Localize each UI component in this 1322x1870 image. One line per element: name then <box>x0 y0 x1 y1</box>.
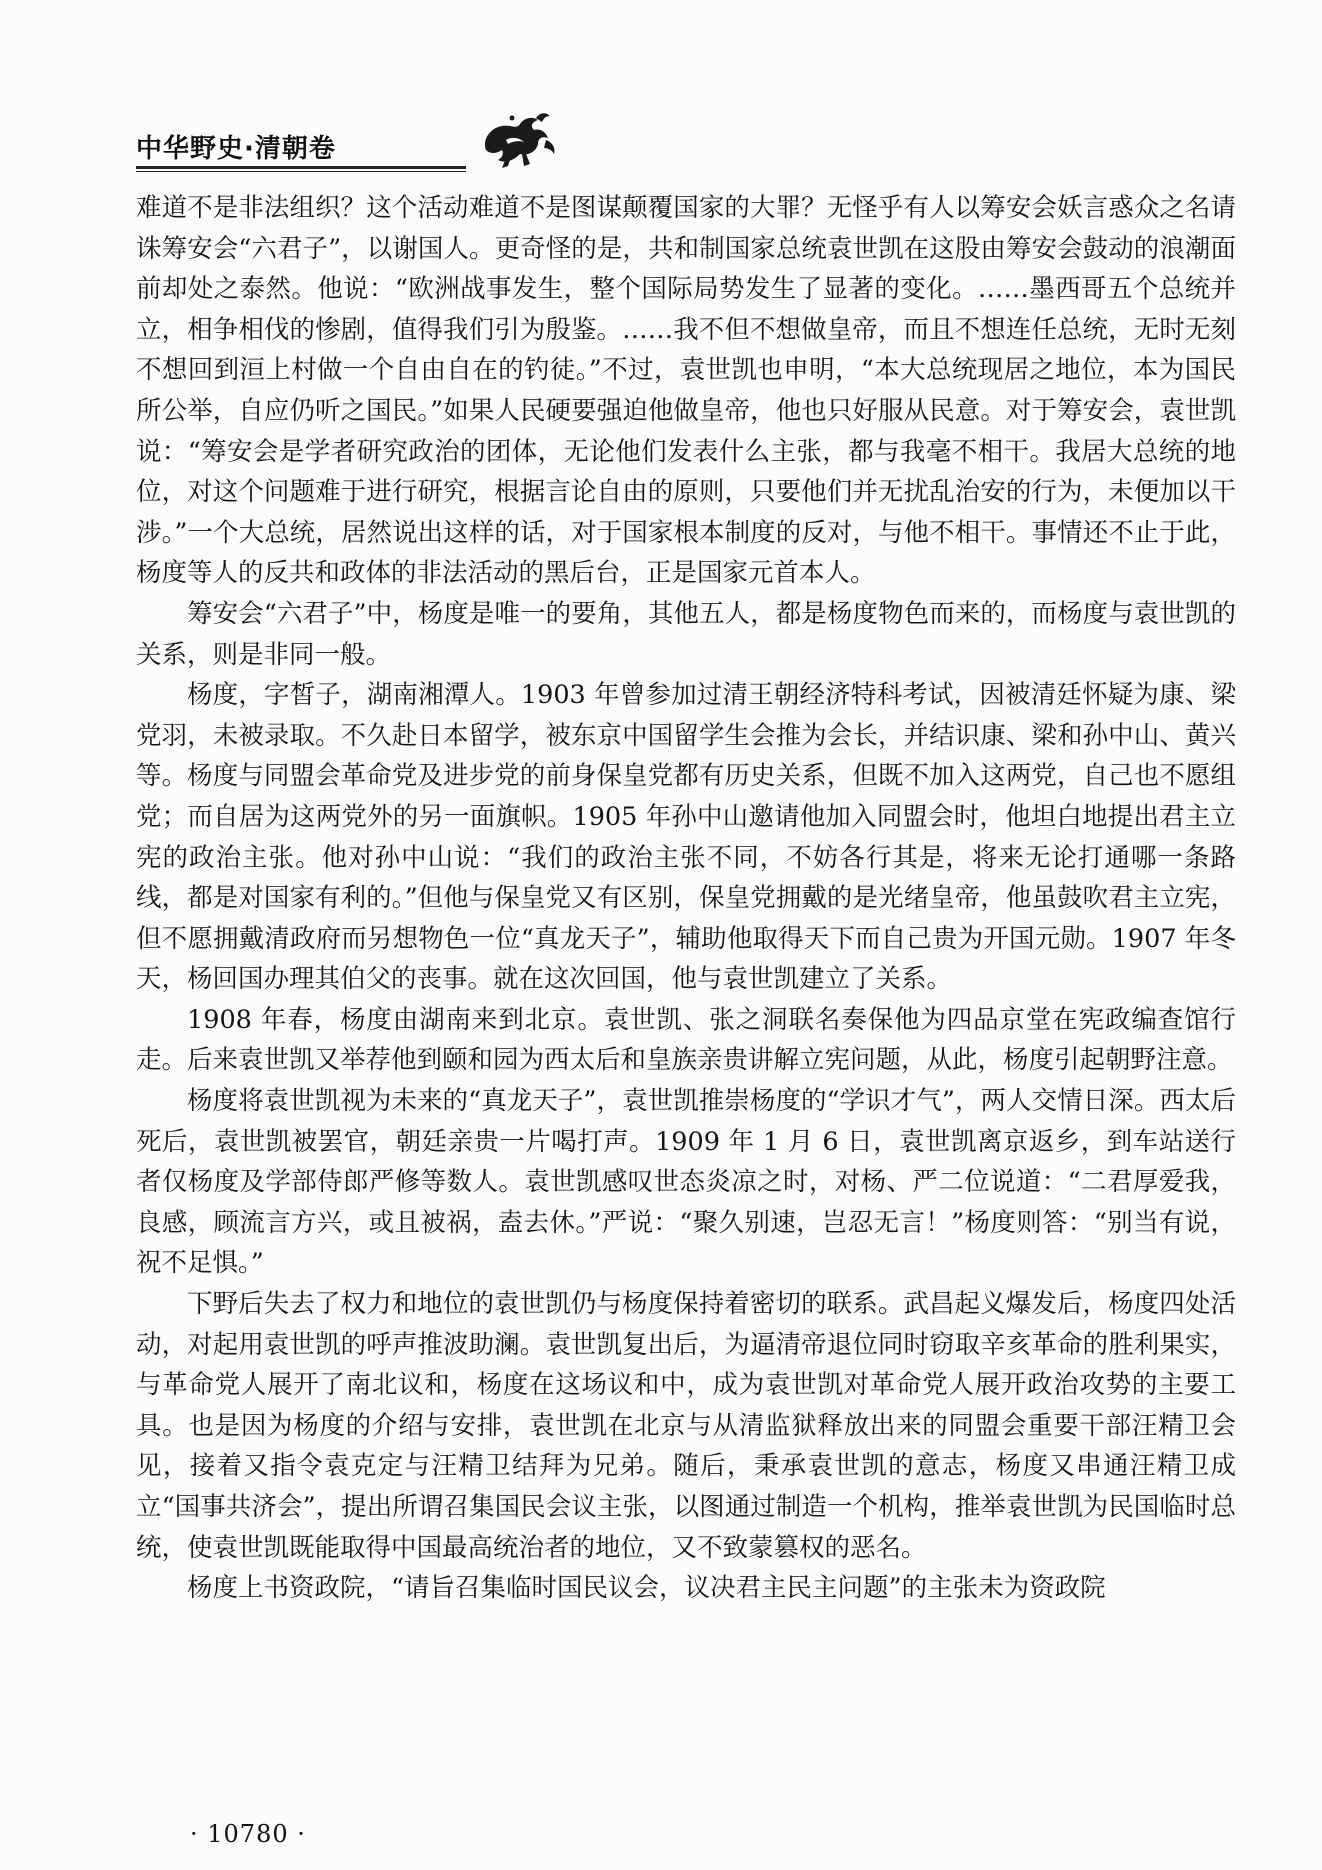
main-text <box>136 188 1236 1609</box>
paragraph: 难道不是非法组织？这个活动难道不是图谋颠覆国家的大罪？无怪乎有人以筹安会妖言惑众之名请诛筹安会“六君子”，以谢国人。更奇怪的是，共和制国家总统袁世凯在这股由筹安会鼓动的浪潮面前却处之泰然。他说：“欧洲战事发生，整个国际局势发生了显著的变化。……墨西哥五个总统并立，相争相伐的惨剧，值得我们引为殷鉴。……我不但不想做皇帝，而且不想连任总统，无时无刻不想回到洹上村做一个自由自在的钓徒。”不过，袁世凯也申明，“本大总统现居之地位，本为国民所公举，自应仍听之国民。”如果人民硬要强迫他做皇帝，他也只好服从民意。对于筹安会，袁世凯说：“筹安会是学者研究政治的团体，无论他们发表什么主张，都与我毫不相干。我居大总统的地位，对这个问题难于进行研究，根据言论自由的原则，只要他们并无扰乱治安的行为，未便加以干涉。”一个大总统，居然说出这样的话，对于国家根本制度的反对，与他不相干。事情还不止于此，杨度等人的反共和政体的非法活动的黑后台，正是国家元首本人。 <box>136 193 1236 589</box>
header-rule <box>136 166 466 169</box>
paragraph: 筹安会“六君子”中，杨度是唯一的要角，其他五人，都是杨度物色而来的，而杨度与袁世凯的关系，则是非同一般。 <box>136 598 1236 670</box>
paragraph: 杨度将袁世凯视为未来的“真龙天子”，袁世凯推崇杨度的“学识才气”，两人交情日深。西太后死后，袁世凯被罢官，朝廷亲贵一片喝打声。1909 年 1 月 6 日，袁世凯离京返乡，到车站送行者仅杨度及学部侍郎严修等数人。袁世凯感叹世态炎凉之时，对杨、严二位说道：“二君厚爱我，良感，顾流言方兴，或且被祸，盍去休。”严说：“聚久别速，岂忍无言！”杨度则答：“别当有说，祝不足惧。” <box>136 1086 1236 1279</box>
page-number: · 10780 · <box>190 1820 306 1848</box>
paragraph: 1908 年春，杨度由湖南来到北京。袁世凯、张之洞联名奏保他为四品京堂在宪政编查馆行走。后来袁世凯又举荐他到颐和园为西太后和皇族亲贵讲解立宪问题，从此，杨度引起朝野注意。 <box>136 1004 1236 1076</box>
dragon-emblem-icon <box>476 110 560 172</box>
running-header <box>136 118 1236 178</box>
paragraph: 杨度，字皙子，湖南湘潭人。1903 年曾参加过清王朝经济特科考试，因被清廷怀疑为康、梁党羽，未被录取。不久赴日本留学，被东京中国留学生会推为会长，并结识康、梁和孙中山、黄兴等。杨度与同盟会革命党及进步党的前身保皇党都有历史关系，但既不加入这两党，自己也不愿组党；而自居为这两党外的另一面旗帜。1905 年孙中山邀请他加入同盟会时，他坦白地提出君主立宪的政治主张。他对孙中山说：“我们的政治主张不同，不妨各行其是，将来无论打通哪一条路线，都是对国家有利的。”但他与保皇党又有区别，保皇党拥戴的是光绪皇帝，他虽鼓吹君主立宪，但不愿拥戴清政府而另想物色一位“真龙天子”，辅助他取得天下而自己贵为开国元勋。1907 年冬天，杨回国办理其伯父的丧事。就在这次回国，他与袁世凯建立了关系。 <box>136 680 1236 995</box>
paragraph: 下野后失去了权力和地位的袁世凯仍与杨度保持着密切的联系。武昌起义爆发后，杨度四处活动，对起用袁世凯的呼声推波助澜。袁世凯复出后，为逼清帝退位同时窃取辛亥革命的胜利果实，与革命党人展开了南北议和，杨度在这场议和中，成为袁世凯对革命党人展开政治攻势的主要工具。也是因为杨度的介绍与安排，袁世凯在北京与从清监狱释放出来的同盟会重要干部汪精卫会见，接着又指令袁克定与汪精卫结拜为兄弟。随后，秉承袁世凯的意志，杨度又串通汪精卫成立“国事共济会”，提出所谓召集国民会议主张，以图通过制造一个机构，推举袁世凯为民国临时总统，使袁世凯既能取得中国最高统治者的地位，又不致蒙篡权的恶名。 <box>136 1289 1236 1563</box>
header-rule-thin <box>136 171 466 172</box>
book-title: 中华野史·清朝卷 <box>136 134 336 164</box>
paragraph: 杨度上书资政院，“请旨召集临时国民议会，议决君主民主问题”的主张未为资政院 <box>187 1573 1106 1604</box>
